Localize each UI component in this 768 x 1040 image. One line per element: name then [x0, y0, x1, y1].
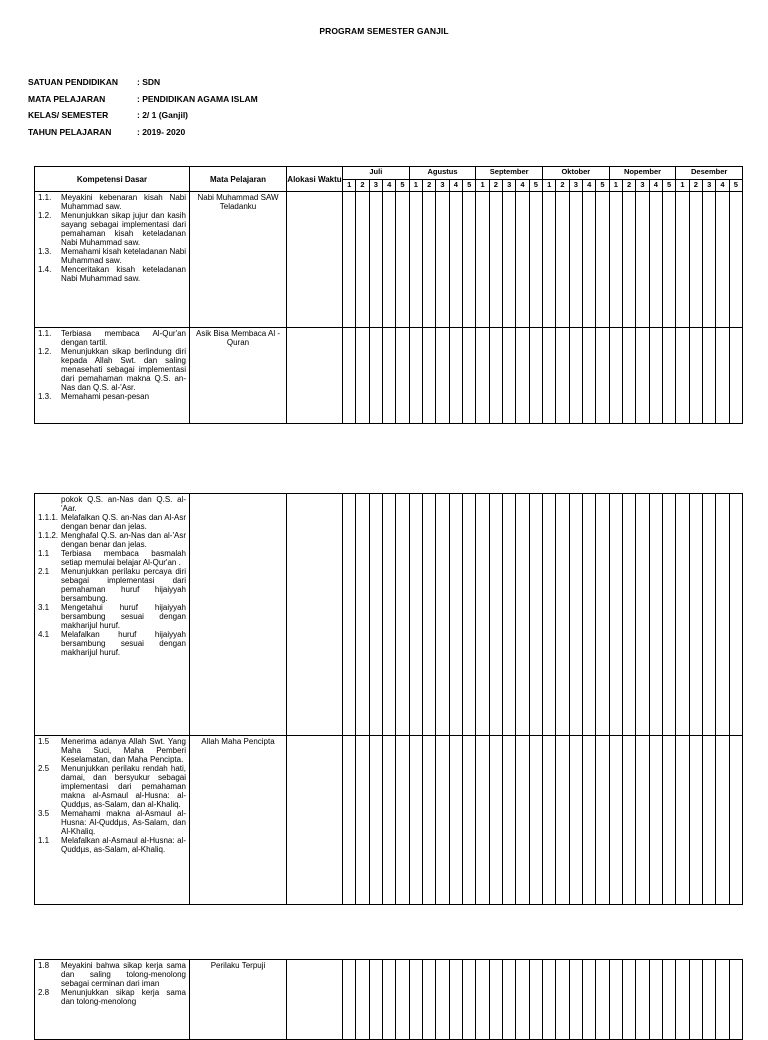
schedule-cell [422, 494, 435, 736]
schedule-cell [622, 328, 635, 424]
schedule-cell [476, 736, 489, 905]
kompetensi-text: Terbiasa membaca basmalah setiap memulai belajar Al-Qur'an . [61, 549, 186, 567]
kompetensi-number: 1.1.2. [38, 531, 59, 540]
schedule-cell [556, 736, 569, 905]
meta-label: SATUAN PENDIDIKAN [28, 77, 119, 87]
meta-row [28, 110, 258, 127]
week-number: 4 [716, 180, 729, 192]
schedule-cell [369, 192, 382, 328]
col-header-mata-pelajaran: Mata Pelajaran [190, 167, 287, 192]
schedule-cell [436, 960, 449, 1040]
schedule-cell [476, 494, 489, 736]
schedule-cell [716, 192, 729, 328]
table-row [35, 960, 743, 1040]
schedule-cell [396, 736, 409, 905]
week-number: 4 [582, 180, 595, 192]
kompetensi-dasar-cell [35, 960, 190, 1040]
kompetensi-text: Menerima adanya Allah Swt. Yang Maha Suci, Maha Pemberi Keselamatan, dan Maha Pencipta. [61, 737, 186, 764]
week-number: 2 [489, 180, 502, 192]
schedule-cell [422, 736, 435, 905]
kompetensi-item [38, 961, 186, 988]
program-table [34, 166, 743, 424]
schedule-cell [676, 192, 689, 328]
schedule-cell [356, 192, 369, 328]
kompetensi-number: 1.1. [38, 329, 52, 338]
kompetensi-number: 3.1 [38, 603, 50, 612]
kompetensi-dasar-cell [35, 192, 190, 328]
schedule-cell [569, 494, 582, 736]
kompetensi-item [38, 567, 186, 603]
schedule-cell [449, 192, 462, 328]
mata-pelajaran-cell: Perilaku Terpuji [190, 960, 287, 1040]
schedule-cell [702, 192, 715, 328]
kompetensi-item [38, 392, 186, 401]
schedule-cell [476, 960, 489, 1040]
kompetensi-item [38, 347, 186, 392]
schedule-cell [609, 328, 622, 424]
week-number: 2 [356, 180, 369, 192]
schedule-cell [596, 494, 609, 736]
kompetensi-number: 1.4. [38, 265, 52, 274]
mata-pelajaran-cell: Nabi Muhammad SAW Teladanku [190, 192, 287, 328]
schedule-cell [636, 328, 649, 424]
schedule-cell [622, 494, 635, 736]
schedule-cell [462, 494, 475, 736]
schedule-cell [489, 960, 502, 1040]
kompetensi-item [38, 531, 186, 549]
table-row [35, 736, 743, 905]
schedule-cell [622, 192, 635, 328]
kompetensi-item [38, 193, 186, 211]
schedule-cell [569, 328, 582, 424]
kompetensi-number: 1.1. [38, 193, 52, 202]
schedule-cell [689, 328, 702, 424]
month-header: Juli [343, 167, 410, 180]
schedule-cell [503, 328, 516, 424]
kompetensi-number: 1.1 [38, 836, 50, 845]
week-number: 2 [422, 180, 435, 192]
schedule-cell [529, 192, 542, 328]
kompetensi-text: Menunjukkan sikap berlindung diri kepada Allah Swt. dan saling menasehati sebagai implementasi dari pemahaman makna Q.S. an-Nas dan Q.S. al-'Asr. [61, 347, 186, 392]
week-number: 2 [689, 180, 702, 192]
week-number: 1 [476, 180, 489, 192]
schedule-cell [369, 960, 382, 1040]
kompetensi-text: Menceritakan kisah keteladanan Nabi Muhammad saw. [61, 265, 186, 283]
program-table [34, 493, 743, 905]
kompetensi-text: Meyakini bahwa sikap kerja sama dan saling tolong-menolong sebagai cerminan dari iman [61, 961, 186, 988]
schedule-cell [662, 192, 675, 328]
week-number: 3 [436, 180, 449, 192]
schedule-cell [662, 494, 675, 736]
kompetensi-number: 1.1 [38, 549, 50, 558]
week-number: 3 [369, 180, 382, 192]
meta-row [28, 94, 258, 111]
schedule-cell [343, 192, 356, 328]
alokasi-waktu-cell [287, 494, 343, 736]
schedule-cell [676, 494, 689, 736]
kompetensi-number: 4.1 [38, 630, 50, 639]
schedule-cell [716, 736, 729, 905]
schedule-cell [542, 960, 555, 1040]
schedule-cell [529, 328, 542, 424]
schedule-cell [422, 192, 435, 328]
schedule-cell [609, 494, 622, 736]
schedule-cell [529, 736, 542, 905]
schedule-cell [343, 960, 356, 1040]
schedule-cell [702, 328, 715, 424]
program-table [34, 959, 743, 1040]
schedule-cell [689, 960, 702, 1040]
meta-value: : SDN [137, 77, 161, 87]
week-number: 1 [676, 180, 689, 192]
schedule-cell [716, 960, 729, 1040]
schedule-cell [516, 494, 529, 736]
month-header: Desember [676, 167, 743, 180]
alokasi-waktu-cell [287, 736, 343, 905]
meta-label: MATA PELAJARAN [28, 93, 106, 104]
schedule-cell [543, 192, 556, 328]
schedule-cell [636, 494, 649, 736]
kompetensi-text: Terbiasa membaca Al-Qur'an dengan tartil. [61, 329, 186, 347]
schedule-cell [516, 192, 529, 328]
schedule-cell [356, 736, 369, 905]
kompetensi-dasar-cell [35, 494, 190, 736]
schedule-cell [369, 494, 382, 736]
schedule-cell [649, 736, 662, 905]
week-number: 4 [516, 180, 529, 192]
table-header-row [35, 167, 743, 180]
schedule-cell [462, 328, 475, 424]
alokasi-waktu-cell [287, 960, 343, 1040]
week-number: 1 [543, 180, 556, 192]
schedule-cell [382, 192, 395, 328]
schedule-cell [356, 494, 369, 736]
month-header: Nopember [609, 167, 676, 180]
kompetensi-text: Melafalkan Q.S. an-Nas dan Al-Asr dengan benar dan jelas. [61, 513, 186, 531]
kompetensi-dasar-cell [35, 736, 190, 905]
schedule-cell [449, 960, 462, 1040]
schedule-cell [689, 192, 702, 328]
schedule-cell [516, 736, 529, 905]
schedule-cell [489, 328, 502, 424]
schedule-cell [622, 736, 635, 905]
meta-value: : PENDIDIKAN AGAMA ISLAM [137, 93, 258, 104]
meta-value: : 2/ 1 (Ganjil) [137, 110, 189, 120]
week-number: 5 [529, 180, 542, 192]
schedule-cell [702, 736, 715, 905]
schedule-cell [596, 328, 609, 424]
week-number: 1 [343, 180, 356, 192]
schedule-cell [636, 736, 649, 905]
schedule-cell [462, 960, 475, 1040]
schedule-cell [729, 960, 742, 1040]
schedule-cell [396, 960, 409, 1040]
schedule-cell [409, 192, 422, 328]
schedule-cell [582, 736, 595, 905]
meta-label: TAHUN PELAJARAN [28, 126, 112, 137]
schedule-cell [556, 960, 569, 1040]
week-number: 2 [622, 180, 635, 192]
schedule-cell [396, 328, 409, 424]
schedule-cell [716, 494, 729, 736]
schedule-cell [596, 960, 609, 1040]
schedule-cell [382, 494, 395, 736]
schedule-cell [542, 736, 555, 905]
schedule-cell [636, 192, 649, 328]
schedule-cell [503, 192, 516, 328]
kompetensi-text: Melafalkan al-Asmaul al-Husna: al-Quddµs, as-Salam, al-Khaliq. [61, 836, 186, 854]
table-row [35, 328, 743, 424]
schedule-cell [729, 328, 742, 424]
alokasi-waktu-cell [287, 328, 343, 424]
schedule-cell [343, 736, 356, 905]
schedule-cell [356, 960, 369, 1040]
mata-pelajaran-cell: Allah Maha Pencipta [190, 736, 287, 905]
kompetensi-text: Menunjukkan sikap kerja sama dan tolong-menolong [61, 988, 186, 1006]
kompetensi-item [38, 603, 186, 630]
schedule-cell [582, 192, 595, 328]
schedule-cell [382, 960, 395, 1040]
schedule-cell [502, 736, 515, 905]
month-header: Agustus [409, 167, 476, 180]
schedule-cell [729, 192, 742, 328]
kompetensi-number: 1.3. [38, 392, 52, 401]
kompetensi-dasar-cell [35, 328, 190, 424]
kompetensi-item [38, 764, 186, 809]
kompetensi-number: 1.5 [38, 737, 50, 746]
schedule-cell [649, 494, 662, 736]
mata-pelajaran-cell: Asik Bisa Membaca Al - Quran [190, 328, 287, 424]
week-number: 5 [596, 180, 609, 192]
schedule-cell [556, 328, 569, 424]
schedule-cell [649, 960, 662, 1040]
schedule-cell [689, 736, 702, 905]
schedule-cell [556, 494, 569, 736]
meta-row [28, 127, 258, 144]
kompetensi-number: 3.5 [38, 809, 50, 818]
kompetensi-item [38, 737, 186, 764]
kompetensi-text: Melafalkan huruf hijaiyyah bersambung sesuai dengan makharijul huruf. [61, 630, 186, 657]
schedule-cell [382, 328, 395, 424]
schedule-cell [676, 736, 689, 905]
kompetensi-number: 1.1.1. [38, 513, 59, 522]
table-row [35, 494, 743, 736]
week-number: 3 [503, 180, 516, 192]
page-title: PROGRAM SEMESTER GANJIL [319, 26, 449, 36]
schedule-cell [569, 736, 582, 905]
week-number: 5 [662, 180, 675, 192]
schedule-cell [702, 494, 715, 736]
kompetensi-item [38, 988, 186, 1006]
kompetensi-item [38, 809, 186, 836]
kompetensi-number: 2.8 [38, 988, 50, 997]
kompetensi-text: Meyakini kebenaran kisah Nabi Muhammad saw. [61, 193, 186, 211]
schedule-cell [489, 192, 502, 328]
program-table-page-1 [34, 166, 742, 424]
kompetensi-item [38, 513, 186, 531]
schedule-cell [436, 328, 449, 424]
week-number: 3 [569, 180, 582, 192]
kompetensi-text: Menunjukkan perilaku rendah hati, damai, dan bersyukur sebagai implementasi dari pemahaman makna al-Asmaul al-Husna: al-Quddµs, as-Salam, dan al-Khaliq. [61, 764, 186, 809]
kompetensi-number: 1.3. [38, 247, 52, 256]
schedule-cell [609, 192, 622, 328]
week-number: 3 [702, 180, 715, 192]
schedule-cell [662, 960, 675, 1040]
schedule-cell [582, 494, 595, 736]
schedule-cell [569, 192, 582, 328]
schedule-cell [556, 192, 569, 328]
month-header: Oktober [543, 167, 610, 180]
col-header-alokasi: Alokasi Waktu [287, 167, 343, 192]
week-number: 1 [409, 180, 422, 192]
schedule-cell [489, 736, 502, 905]
schedule-cell [422, 960, 435, 1040]
schedule-cell [649, 328, 662, 424]
schedule-cell [476, 192, 489, 328]
kompetensi-text: Memahami kisah keteladanan Nabi Muhammad saw. [61, 247, 186, 265]
schedule-cell [662, 328, 675, 424]
document-meta [28, 77, 258, 143]
schedule-cell [702, 960, 715, 1040]
schedule-cell [343, 328, 356, 424]
kompetensi-number: 1.2. [38, 347, 52, 356]
kompetensi-item [38, 211, 186, 247]
kompetensi-item [38, 549, 186, 567]
schedule-cell [409, 494, 422, 736]
week-number: 3 [636, 180, 649, 192]
week-number: 4 [382, 180, 395, 192]
alokasi-waktu-cell [287, 192, 343, 328]
mata-pelajaran-cell [190, 494, 287, 736]
schedule-cell [636, 960, 649, 1040]
schedule-cell [502, 494, 515, 736]
schedule-cell [622, 960, 635, 1040]
week-number: 2 [556, 180, 569, 192]
schedule-cell [596, 736, 609, 905]
schedule-cell [676, 328, 689, 424]
schedule-cell [502, 960, 515, 1040]
kompetensi-text: Memahami makna al-Asmaul al-Husna: Al-Quddµs, As-Salam, dan Al-Khaliq. [61, 809, 186, 836]
schedule-cell [516, 328, 529, 424]
week-number: 5 [729, 180, 742, 192]
schedule-cell [516, 960, 529, 1040]
schedule-cell [582, 960, 595, 1040]
schedule-cell [409, 328, 422, 424]
kompetensi-text: Menghafal Q.S. an-Nas dan al-'Asr dengan benar dan jelas. [61, 531, 186, 549]
week-number: 5 [396, 180, 409, 192]
schedule-cell [662, 736, 675, 905]
table-row [35, 192, 743, 328]
meta-row [28, 77, 258, 94]
schedule-cell [716, 328, 729, 424]
schedule-cell [689, 494, 702, 736]
schedule-cell [409, 736, 422, 905]
schedule-cell [436, 494, 449, 736]
kompetensi-item [38, 329, 186, 347]
schedule-cell [543, 328, 556, 424]
meta-value: : 2019- 2020 [137, 126, 186, 137]
week-number: 1 [609, 180, 622, 192]
schedule-cell [529, 960, 542, 1040]
schedule-cell [409, 960, 422, 1040]
kompetensi-item [38, 630, 186, 657]
schedule-cell [449, 328, 462, 424]
schedule-cell [382, 736, 395, 905]
schedule-cell [609, 960, 622, 1040]
schedule-cell [436, 736, 449, 905]
kompetensi-number: 2.1 [38, 567, 50, 576]
week-number: 4 [449, 180, 462, 192]
kompetensi-text: Mengetahui huruf hijaiyyah bersambung sesuai dengan makharijul huruf. [61, 603, 186, 630]
schedule-cell [462, 192, 475, 328]
kompetensi-number: 2.5 [38, 764, 50, 773]
schedule-cell [462, 736, 475, 905]
schedule-cell [676, 960, 689, 1040]
col-header-kompetensi: Kompetensi Dasar [35, 167, 190, 192]
meta-label: KELAS/ SEMESTER [28, 110, 109, 120]
schedule-cell [396, 192, 409, 328]
schedule-cell [489, 494, 502, 736]
week-number: 5 [462, 180, 475, 192]
schedule-cell [569, 960, 582, 1040]
schedule-cell [596, 192, 609, 328]
program-table-page-2 [34, 493, 742, 905]
schedule-cell [396, 494, 409, 736]
week-number: 4 [649, 180, 662, 192]
schedule-cell [343, 494, 356, 736]
program-table-page-3 [34, 959, 742, 1040]
schedule-cell [542, 494, 555, 736]
schedule-cell [369, 328, 382, 424]
schedule-cell [609, 736, 622, 905]
schedule-cell [369, 736, 382, 905]
schedule-cell [649, 192, 662, 328]
kompetensi-text: Memahami pesan-pesan [61, 392, 150, 401]
schedule-cell [729, 736, 742, 905]
schedule-cell [582, 328, 595, 424]
schedule-cell [529, 494, 542, 736]
schedule-cell [476, 328, 489, 424]
month-header: September [476, 167, 543, 180]
schedule-cell [436, 192, 449, 328]
kompetensi-text: Menunjukkan perilaku percaya diri sebagai implementasi dari pemahaman huruf hijaiyyah bersambung. [61, 567, 186, 603]
schedule-cell [356, 328, 369, 424]
kompetensi-item [38, 247, 186, 265]
kompetensi-number: 1.2. [38, 211, 52, 220]
kompetensi-number: 1.8 [38, 961, 50, 970]
schedule-cell [449, 736, 462, 905]
schedule-cell [422, 328, 435, 424]
kompetensi-continuation: pokok Q.S. an-Nas dan Q.S. al-'Aar. [61, 495, 186, 513]
kompetensi-text: Menunjukkan sikap jujur dan kasih sayang sebagai implementasi dari pemahaman kisah keteladanan Nabi Muhammad saw. [61, 211, 186, 247]
schedule-cell [449, 494, 462, 736]
kompetensi-item [38, 265, 186, 283]
schedule-cell [729, 494, 742, 736]
kompetensi-item [38, 836, 186, 854]
